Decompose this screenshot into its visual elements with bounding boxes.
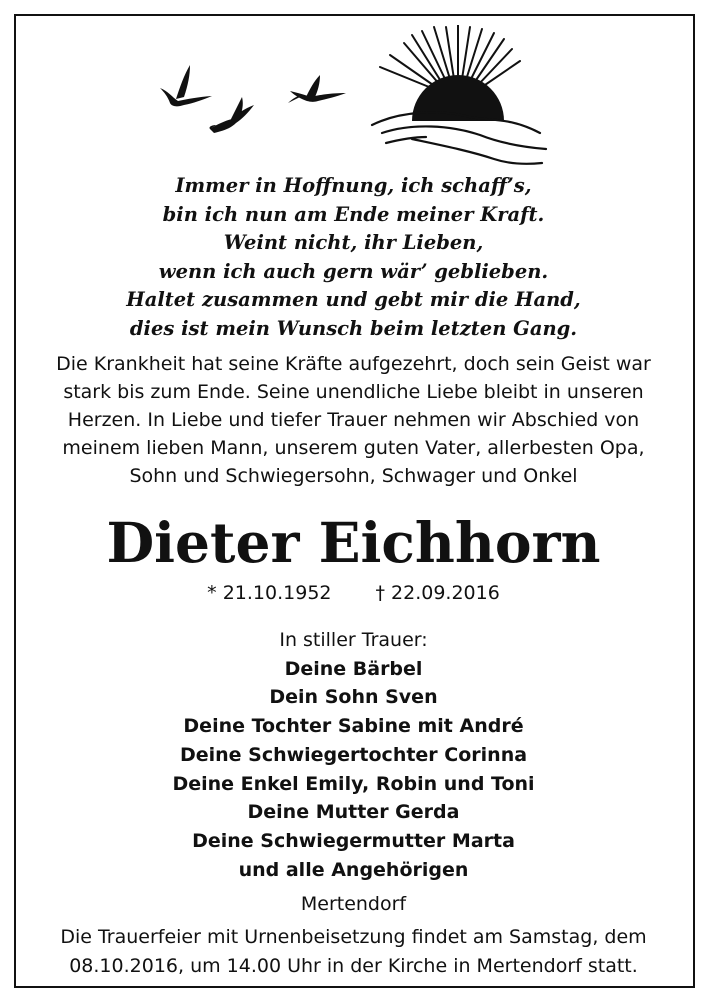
place-name: Mertendorf — [300, 893, 407, 915]
poem-line: Weint nicht, ihr Lieben, — [223, 231, 484, 255]
poem-line: Haltet zusammen und gebt mir die Hand, — [126, 288, 581, 312]
mourner-name: Deine Schwiegertochter Corinna — [179, 743, 528, 766]
poem-line: Immer in Hoffnung, ich schaff’s, — [175, 174, 532, 197]
service-line: Die Trauerfeier mit Urnenbeisetzung findet am Samstag, dem — [60, 926, 647, 948]
header-illustration — [150, 25, 550, 165]
intro-line: Herzen. In Liebe und tiefer Trauer nehmen wir Abschied von — [67, 409, 640, 431]
intro-line: meinem lieben Mann, unserem guten Vater, allerbesten Opa, — [62, 437, 645, 459]
service-info — [20, 923, 687, 981]
mourner-name: Deine Schwiegermutter Marta — [192, 829, 515, 852]
mourners-lead: In stiller Trauer: — [279, 629, 428, 651]
mourner-name: und alle Angehörigen — [238, 858, 469, 881]
intro-line: Sohn und Schwiegersohn, Schwager und Onkel — [129, 465, 578, 487]
poem-line: dies ist mein Wunsch beim letzten Gang. — [129, 316, 578, 340]
mourners-list — [20, 626, 687, 884]
mourner-name: Deine Mutter Gerda — [247, 801, 460, 824]
flying-bird-icon — [160, 65, 212, 106]
mourner-name: Dein Sohn Sven — [269, 686, 438, 709]
mourner-name: Deine Tochter Sabine mit André — [183, 715, 524, 738]
death-date: † 22.09.2016 — [375, 582, 500, 604]
flying-bird-icon — [209, 97, 254, 133]
poem — [20, 172, 687, 344]
poem-line: wenn ich auch gern wär’ geblieben. — [158, 259, 549, 283]
mourner-name: Deine Bärbel — [284, 657, 423, 680]
intro-line: stark bis zum Ende. Seine unendliche Liebe bleibt in unseren — [63, 381, 644, 403]
birth-date: * 21.10.1952 — [207, 582, 332, 604]
deceased-name: Dieter Eichhorn — [106, 510, 601, 575]
poem-line: bin ich nun am Ende meiner Kraft. — [162, 202, 545, 226]
mourner-name: Deine Enkel Emily, Robin und Toni — [172, 772, 535, 795]
life-dates — [20, 579, 687, 607]
intro-line: Die Krankheit hat seine Kräfte aufgezehrt, doch sein Geist war — [56, 353, 651, 375]
service-line: 08.10.2016, um 14.00 Uhr in der Kirche in Mertendorf statt. — [69, 955, 638, 977]
flying-bird-icon — [288, 75, 346, 103]
intro-text — [20, 350, 687, 490]
